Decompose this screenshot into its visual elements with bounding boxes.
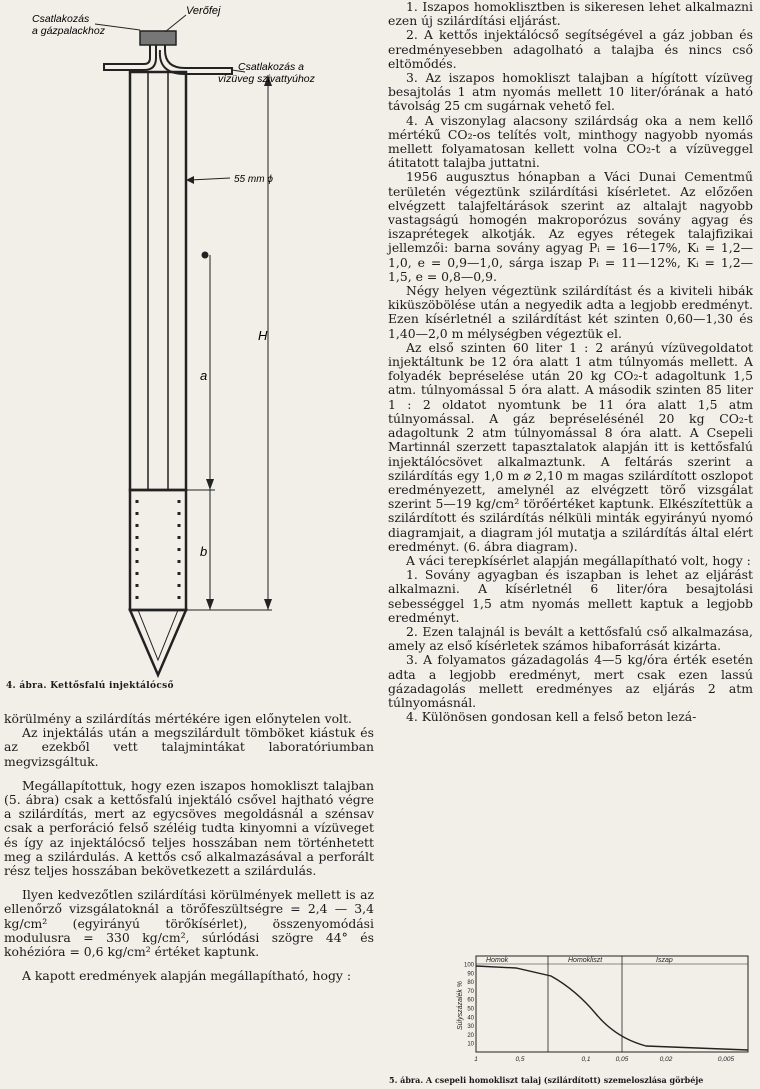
paragraph: 4. A viszonylag alacsony szilárdság oka a nem kellő mértékű CO₂-os telítés volt, minthogy nagyobb nyomás mellett folyamatosan kellett volna CO₂-t a vízüveggel átitatott talajba juttatni. xyxy=(388,112,753,171)
injection-pipe-figure xyxy=(0,0,378,705)
y-tick-label: 100 xyxy=(463,962,474,969)
x-tick-label: 0,1 xyxy=(581,1056,591,1063)
x-tick-label: 0,05 xyxy=(615,1056,629,1063)
y-axis-label: Súlyszázalék % xyxy=(457,980,464,1030)
y-tick-label: 50 xyxy=(467,1006,474,1013)
perforation-hole xyxy=(178,560,181,563)
paragraph: 4. Különösen gondosan kell a felső beton lezá- xyxy=(406,709,697,725)
water-connector-pipe xyxy=(160,45,232,74)
y-tick-label: 80 xyxy=(467,980,474,987)
x-tick-label: 0,5 xyxy=(515,1056,525,1063)
y-tick-label: 90 xyxy=(467,971,474,978)
pipe-tip xyxy=(130,610,186,675)
paragraph: Négy helyen végeztünk szilárdítást és a kiviteli hibák kiküszöbölése után a negyedik adta a legjobb eredményt. Ezen kísérletnél a szilárdítást két szinten 0,60—1,30 és 1,40—2,0 m mélységben végeztük el. xyxy=(388,283,753,341)
x-tick-label: 0,005 xyxy=(717,1056,735,1063)
grain-size-curve xyxy=(476,966,748,1050)
y-tick-label: 40 xyxy=(467,1015,474,1022)
paragraph: 3. Az iszapos homokliszt talajban a hígított vízüveg besajtolás 1 atm nyomás mellett 10 liter/órának a ható távolság 25 cm sugárnak vehető fel. xyxy=(388,70,753,114)
perforation-hole xyxy=(136,548,139,551)
paragraph: 1. Iszapos homoklisztben is sikeresen lehet alkalmazni ezen új szilárdítási eljárást. xyxy=(388,0,753,29)
zone-label-homokliszt: Homokliszt xyxy=(568,957,603,964)
figure5-caption: 5. ábra. A csepeli homokliszt talaj (szilárdított) szemeloszlása görbéje xyxy=(389,1075,704,1085)
perforation-hole xyxy=(178,536,181,539)
y-tick-label: 70 xyxy=(467,988,474,995)
perforation-holes xyxy=(136,500,181,599)
paragraph: 2. Ezen talajnál is bevált a kettősfalú cső alkalmazása, amely az első kísérletek számos hibaforrását kizárta. xyxy=(388,623,753,654)
perforation-hole xyxy=(136,536,139,539)
perforation-hole xyxy=(136,596,139,599)
perforation-hole xyxy=(178,524,181,527)
label-dim-H: H xyxy=(258,328,268,343)
paragraph: A kapott eredmények alapján megállapítható, hogy : xyxy=(22,968,352,984)
label-gas-connector: Csatlakozás a gázpalackhoz xyxy=(32,13,105,37)
paragraph: körülmény a szilárdítás mértékére igen előnytelen volt. xyxy=(4,711,352,726)
perforation-hole xyxy=(178,572,181,575)
paragraph: A váci terepkísérlet alapján megállapítható volt, hogy : xyxy=(406,552,751,568)
perforation-hole xyxy=(178,548,181,551)
perforation-hole xyxy=(136,584,139,587)
x-ticks xyxy=(474,1056,734,1063)
paragraph: Az injektálás után a megszilárdult tömböket kiástuk és az ezekből vett talajmintákat laboratóriumban megvizsgáltuk. xyxy=(4,725,374,769)
y-tick-label: 60 xyxy=(467,997,474,1004)
outer-pipe xyxy=(130,72,186,490)
paragraph: 1956 augusztus hónapban a Váci Dunai Cementmű területén végeztünk szilárdítási kísérletet. Az előzően elvégzett talajfeltárások szerint az altalajt nagyobb vastagságú homogén makroporózus sovány agyag és iszaprétegek alkotják. Az egyes rétegek talajfizikai jellemzői: barna sovány agyag Pᵢ = 16—17%, Kᵢ = 1,2—1,0, e = 0,9—1,0, sárga iszap Pᵢ = 11—12%, Kᵢ = 1,2—1,5, e = 0,8—0,9. xyxy=(388,169,753,284)
perforation-hole xyxy=(178,584,181,587)
paragraph: 1. Sovány agyagban és iszapban is lehet az eljárást alkalmazni. A kísérletnél 6 liter/óra besajtolási sebességgel 1,5 atm nyomás mellett kaptuk a legjobb eredményt. xyxy=(388,567,753,625)
dim-a-origin xyxy=(202,252,209,259)
chart-frame xyxy=(476,956,748,1052)
perforation-hole xyxy=(136,524,139,527)
paragraph: 2. A kettős injektálócső segítségével a gáz jobban és eredményesebben adagolható a talajba és nincs cső eltömődés. xyxy=(388,27,753,71)
label-dim-a: a xyxy=(200,368,208,383)
x-tick-label: 0,02 xyxy=(659,1056,673,1063)
label-diameter: 55 mm ϕ xyxy=(234,174,273,185)
x-tick-label: 1 xyxy=(474,1056,478,1063)
perforation-hole xyxy=(178,596,181,599)
cap-block xyxy=(140,31,176,45)
gas-connector-pipe xyxy=(104,45,156,70)
paragraph: 3. A folyamatos gázadagolás 4—5 kg/óra érték esetén adta a legjobb eredményt, mert csak ezen lassú gázadagolás mellett eredményes az eljárás 2 atm túlnyomásnál. xyxy=(388,652,753,710)
y-tick-label: 30 xyxy=(467,1024,474,1031)
zone-label-iszap: Iszap xyxy=(656,957,673,964)
grain-size-chart xyxy=(456,950,756,1070)
y-tick-label: 10 xyxy=(467,1041,474,1048)
y-tick-label: 20 xyxy=(467,1032,474,1039)
label-water-connector: Csatlakozás a vízüveg szivattyúhoz xyxy=(218,61,315,85)
perforation-hole xyxy=(178,512,181,515)
perforation-hole xyxy=(136,560,139,563)
figure4-caption: 4. ábra. Kettősfalú injektálócső xyxy=(6,681,174,691)
perforation-hole xyxy=(136,512,139,515)
paragraph: Ilyen kedvezőtlen szilárdítási körülmények mellett is az ellenőrző vizsgálatoknál a törőfeszültségre = 2,4 — 3,4 kg/cm² (egyirányú törőkísérlet), összenyomódási modulusra = 330 kg/cm², súrlódási szögre 44° és kohézióra = 0,6 kg/cm² értéket kaptunk. xyxy=(4,887,374,960)
y-ticks xyxy=(464,963,475,1048)
inner-pipe xyxy=(148,72,168,490)
left-column xyxy=(4,712,374,983)
paragraph: Megállapítottuk, hogy ezen iszapos homokliszt talajban (5. ábra) csak a kettősfalú injektáló csővel hajtható végre a szilárdítás, mert az egycsöves megoldásnál a szénsav csak a perforáció felső széléig tudta kinyomni a vízüveget és így az injektálócső teljes hosszában nem történhetett meg a szilárdulás. A kettős cső alkalmazásával a perforált rész teljes hosszában bekövetkezett a szilárdulás. xyxy=(4,777,374,879)
label-dim-b: b xyxy=(200,544,208,559)
perforation-hole xyxy=(178,500,181,503)
perforation-hole xyxy=(136,572,139,575)
zone-label-homok: Homok xyxy=(486,957,509,964)
perforation-hole xyxy=(136,500,139,503)
paragraph: Az első szinten 60 liter 1 : 2 arányú vízüvegoldatot injektáltunk be 12 óra alatt 1 atm túlnyomás mellett. A folyadék bepréselése után 20 kg CO₂-t adagoltunk 1,5 atm. túlnyomással 5 óra alatt. A második szinten 85 liter 1 : 2 oldatot nyomtunk be 11 óra alatt 1,5 atm túlnyomással. A gáz bepréselésénél 20 kg CO₂-t adagoltunk 2 atm túlnyomással 8 óra alatt. A Csepeli Martinnál szerzett tapasztalatok alapján itt is kettősfalú injektálócsövet alkalmaztunk. A feltárás szerint a szilárdítás egy 1,0 m ⌀ 2,10 m magas szilárdított oszlopot eredményezett, amelynél az elvégzett törő vizsgálat szerint 5—19 kg/cm² törőértéket kaptunk. Elkészítettük a szilárdított és szilárdítás nélküli minták egyirányú nyomó diagramjait, a diagram jól mutatja a szilárdítás által elért eredményt. (6. ábra diagram). xyxy=(388,339,753,554)
label-cap: Verőfej xyxy=(186,5,221,17)
right-column xyxy=(388,0,753,724)
